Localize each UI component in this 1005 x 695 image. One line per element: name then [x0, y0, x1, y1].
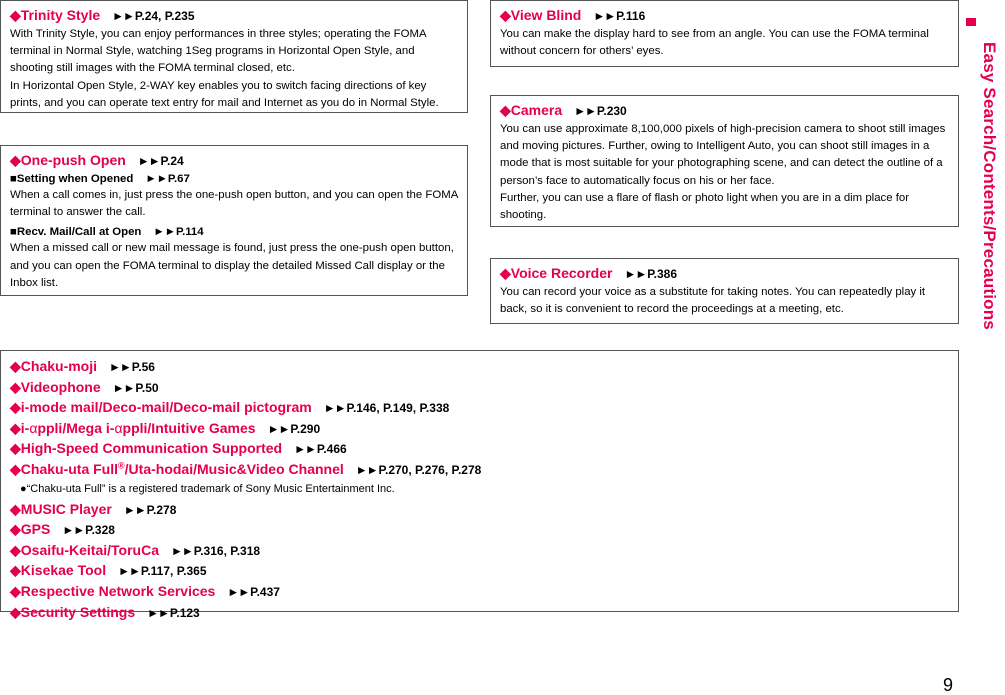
list-item-chaku-moji: ◆Chaku-moji ►►P.56: [10, 358, 155, 374]
list-item-i-appli: ◆i-αppli/Mega i-αppli/Intuitive Games ►►P.290: [10, 419, 321, 436]
one-push-open-box: [0, 145, 468, 296]
view-blind-box: [490, 0, 959, 67]
section-side-label: Easy Search/Contents/Precautions: [980, 42, 999, 330]
list-item-high-speed: ◆High-Speed Communication Supported ►►P.466: [10, 440, 347, 457]
camera-box: [490, 95, 959, 227]
camera-title: ◆Camera ►►P.230: [500, 102, 627, 118]
network-services-page-link[interactable]: ►►P.437: [227, 584, 280, 599]
setting-when-opened-page-link[interactable]: ►►P.67: [145, 173, 190, 185]
voice-recorder-page-link[interactable]: ►►P.386: [624, 267, 678, 281]
trinity-style-box: [0, 0, 468, 113]
setting-when-opened-heading: ■Setting when Opened ►►P.67: [10, 173, 190, 185]
one-push-open-title: ◆One-push Open ►►P.24: [10, 152, 184, 168]
camera-text-2: Further, you can use a flare of flash or photo light when you are in a dim place for shooting.: [500, 191, 910, 222]
side-tab-marker: [966, 18, 976, 26]
recv-mail-call-heading: ■Recv. Mail/Call at Open ►►P.114: [10, 226, 204, 239]
recv-mail-call-text: When a missed call or new mail message is found, just press the one-push open button, and you can open the FOMA terminal to display the detailed Missed Call display or the Inbox list.: [10, 242, 454, 289]
list-item-security-settings: ◆Security Settings ►►P.123: [10, 603, 200, 620]
setting-when-opened-text: When a call comes in, just press the one-push open button, and you can open the FOMA terminal to answer the call.: [10, 189, 458, 219]
voice-recorder-text: You can record your voice as a substitute for taking notes. You can repeatedly play it back, so it is convenient to record the proceedings at a meeting, etc.: [500, 286, 926, 316]
high-speed-page-link[interactable]: ►►P.466: [294, 442, 347, 457]
list-item-videophone: ◆Videophone ►►P.50: [10, 378, 159, 395]
one-push-open-page-link[interactable]: ►►P.24: [137, 154, 184, 168]
page-number: 9: [943, 675, 954, 695]
list-item-kisekae-tool: ◆Kisekae Tool ►►P.117, P.365: [10, 562, 207, 579]
voice-recorder-box: [490, 258, 959, 324]
chaku-moji-page-link[interactable]: ►►P.56: [109, 360, 155, 374]
gps-page-link[interactable]: ►►P.328: [62, 523, 115, 538]
kisekae-tool-page-link[interactable]: ►►P.117, P.365: [118, 564, 207, 579]
camera-page-link[interactable]: ►►P.230: [574, 104, 627, 118]
recv-mail-call-page-link[interactable]: ►►P.114: [153, 226, 204, 239]
list-item-osaifu-keitai: ◆Osaifu-Keitai/ToruCa ►►P.316, P.318: [10, 541, 261, 558]
camera-text-1: You can use approximate 8,100,000 pixels of high-precision camera to shoot still images and moving pictures. Further, owing to Intelligent Auto, you can shoot still images in a mode that is most suitable for your photographing scene, and can detect the outline of a person’s face to automatically focus on his or her face.: [500, 123, 946, 187]
osaifu-keitai-page-link[interactable]: ►►P.316, P.318: [170, 543, 261, 558]
view-blind-page-link[interactable]: ►►P.116: [593, 9, 646, 23]
list-item-chaku-uta-full: ◆Chaku-uta Full®/Uta-hodai/Music&Video Channel ►►P.270, P.276, P.278: [10, 460, 482, 477]
section-side-tab: [966, 0, 1005, 693]
chaku-uta-trademark-note: ●“Chaku-uta Full” is a registered trademark of Sony Music Entertainment Inc.: [20, 482, 395, 495]
i-appli-page-link[interactable]: ►►P.290: [267, 421, 321, 436]
view-blind-title: ◆View Blind ►►P.116: [500, 7, 646, 23]
list-item-network-services: ◆Respective Network Services ►►P.437: [10, 582, 280, 599]
trinity-style-page-link[interactable]: ►►P.24, P.235: [112, 9, 195, 23]
list-item-gps: ◆GPS ►►P.328: [10, 521, 115, 538]
trinity-style-text-2: In Horizontal Open Style, 2-WAY key enables you to switch facing directions of key prints, and you can operate text entry for mail and Internet as you do in Normal Style.: [10, 79, 439, 109]
voice-recorder-title: ◆Voice Recorder ►►P.386: [500, 265, 678, 281]
list-item-music-player: ◆MUSIC Player ►►P.278: [10, 500, 177, 517]
trinity-style-text-1: With Trinity Style, you can enjoy performances in three styles; operating the FOMA terminal in Normal Style, watching 1Seg programs in Horizontal Open Style, and shooting still images with the FOMA terminal closed, etc.: [10, 28, 426, 75]
music-player-page-link[interactable]: ►►P.278: [123, 502, 177, 517]
view-blind-text: You can make the display hard to see from an angle. You can use the FOMA terminal without concern for others’ eyes.: [500, 28, 929, 58]
videophone-page-link[interactable]: ►►P.50: [112, 380, 159, 395]
feature-list-box: [0, 350, 959, 620]
chaku-uta-page-link[interactable]: ►►P.270, P.276, P.278: [355, 462, 482, 477]
trinity-style-title: ◆Trinity Style ►►P.24, P.235: [10, 7, 195, 23]
security-settings-page-link[interactable]: ►►P.123: [147, 605, 200, 620]
i-mode-mail-page-link[interactable]: ►►P.146, P.149, P.338: [323, 401, 450, 416]
list-item-i-mode-mail: ◆i-mode mail/Deco-mail/Deco-mail pictogram ►►P.146, P.149, P.338: [10, 399, 450, 416]
